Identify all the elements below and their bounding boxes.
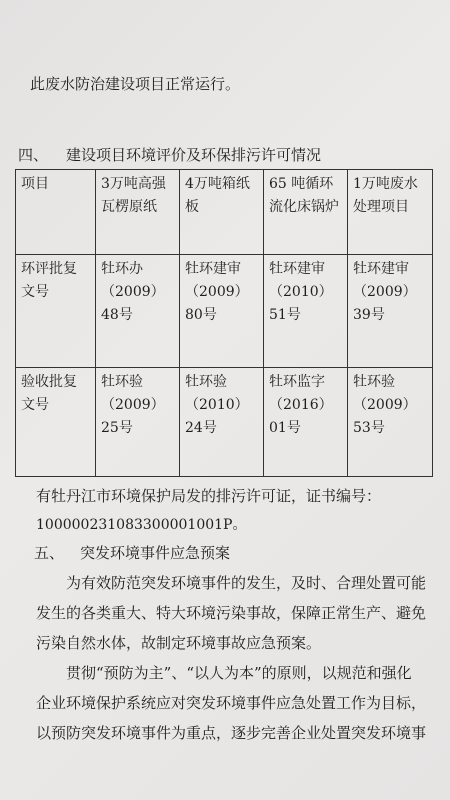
header-cell: 项目 (16, 170, 96, 255)
table-header-row (16, 170, 433, 255)
table-cell: 牡环建审（2010）51号 (264, 255, 348, 368)
paragraph-line: 污染自然水体，故制定环境事故应急预案。 (36, 634, 322, 652)
continuation-text: 此废水防治建设项目正常运行。 (30, 75, 241, 93)
paragraph-line: 贯彻“预防为主”、“以人为本”的原则，以规范和强化 (66, 664, 412, 682)
row-label: 环评批复文号 (16, 255, 96, 368)
row-label: 验收批复文号 (16, 368, 96, 477)
table-cell: 牡环验（2009）53号 (348, 368, 433, 477)
paragraph-line: 以预防突发环境事件为重点，逐步完善企业处置突发环境事 (36, 724, 427, 742)
paragraph-line: 为有效防范突发环境事件的发生，及时、合理处置可能 (66, 574, 427, 592)
section-title: 建设项目环境评价及环保排污许可情况 (66, 146, 322, 164)
header-cell: 1万吨废水处理项目 (348, 170, 433, 255)
table-cell: 牡环办（2009）48号 (96, 255, 180, 368)
table-cell: 牡环建审（2009）80号 (180, 255, 264, 368)
header-cell: 3万吨高强瓦楞原纸 (96, 170, 180, 255)
paragraph-line: 发生的各类重大、特大环境污染事故，保障正常生产、避免 (36, 604, 427, 622)
table-row (16, 255, 433, 368)
section-heading-4 (18, 145, 321, 165)
header-cell: 4万吨箱纸板 (180, 170, 264, 255)
table-cell: 牡环建审（2009）39号 (348, 255, 433, 368)
table-cell: 牡环验（2010）24号 (180, 368, 264, 477)
section-heading-5 (34, 543, 230, 563)
section-number: 四、 (18, 146, 49, 164)
table-cell: 牡环验（2009）25号 (96, 368, 180, 477)
header-cell: 65 吨循环流化床锅炉 (264, 170, 348, 255)
table-cell: 牡环监字（2016）01号 (264, 368, 348, 477)
environment-approval-table (15, 169, 433, 477)
permit-text: 有牡丹江市环境保护局发的排污许可证，证书编号： (36, 487, 382, 505)
section-number: 五、 (34, 544, 65, 562)
table-row (16, 368, 433, 477)
paragraph-line: 企业环境保护系统应对突发环境事件应急处置工作为目标， (36, 694, 427, 712)
permit-number: 100000231083300001001P。 (36, 517, 247, 533)
section-title: 突发环境事件应急预案 (80, 544, 231, 562)
